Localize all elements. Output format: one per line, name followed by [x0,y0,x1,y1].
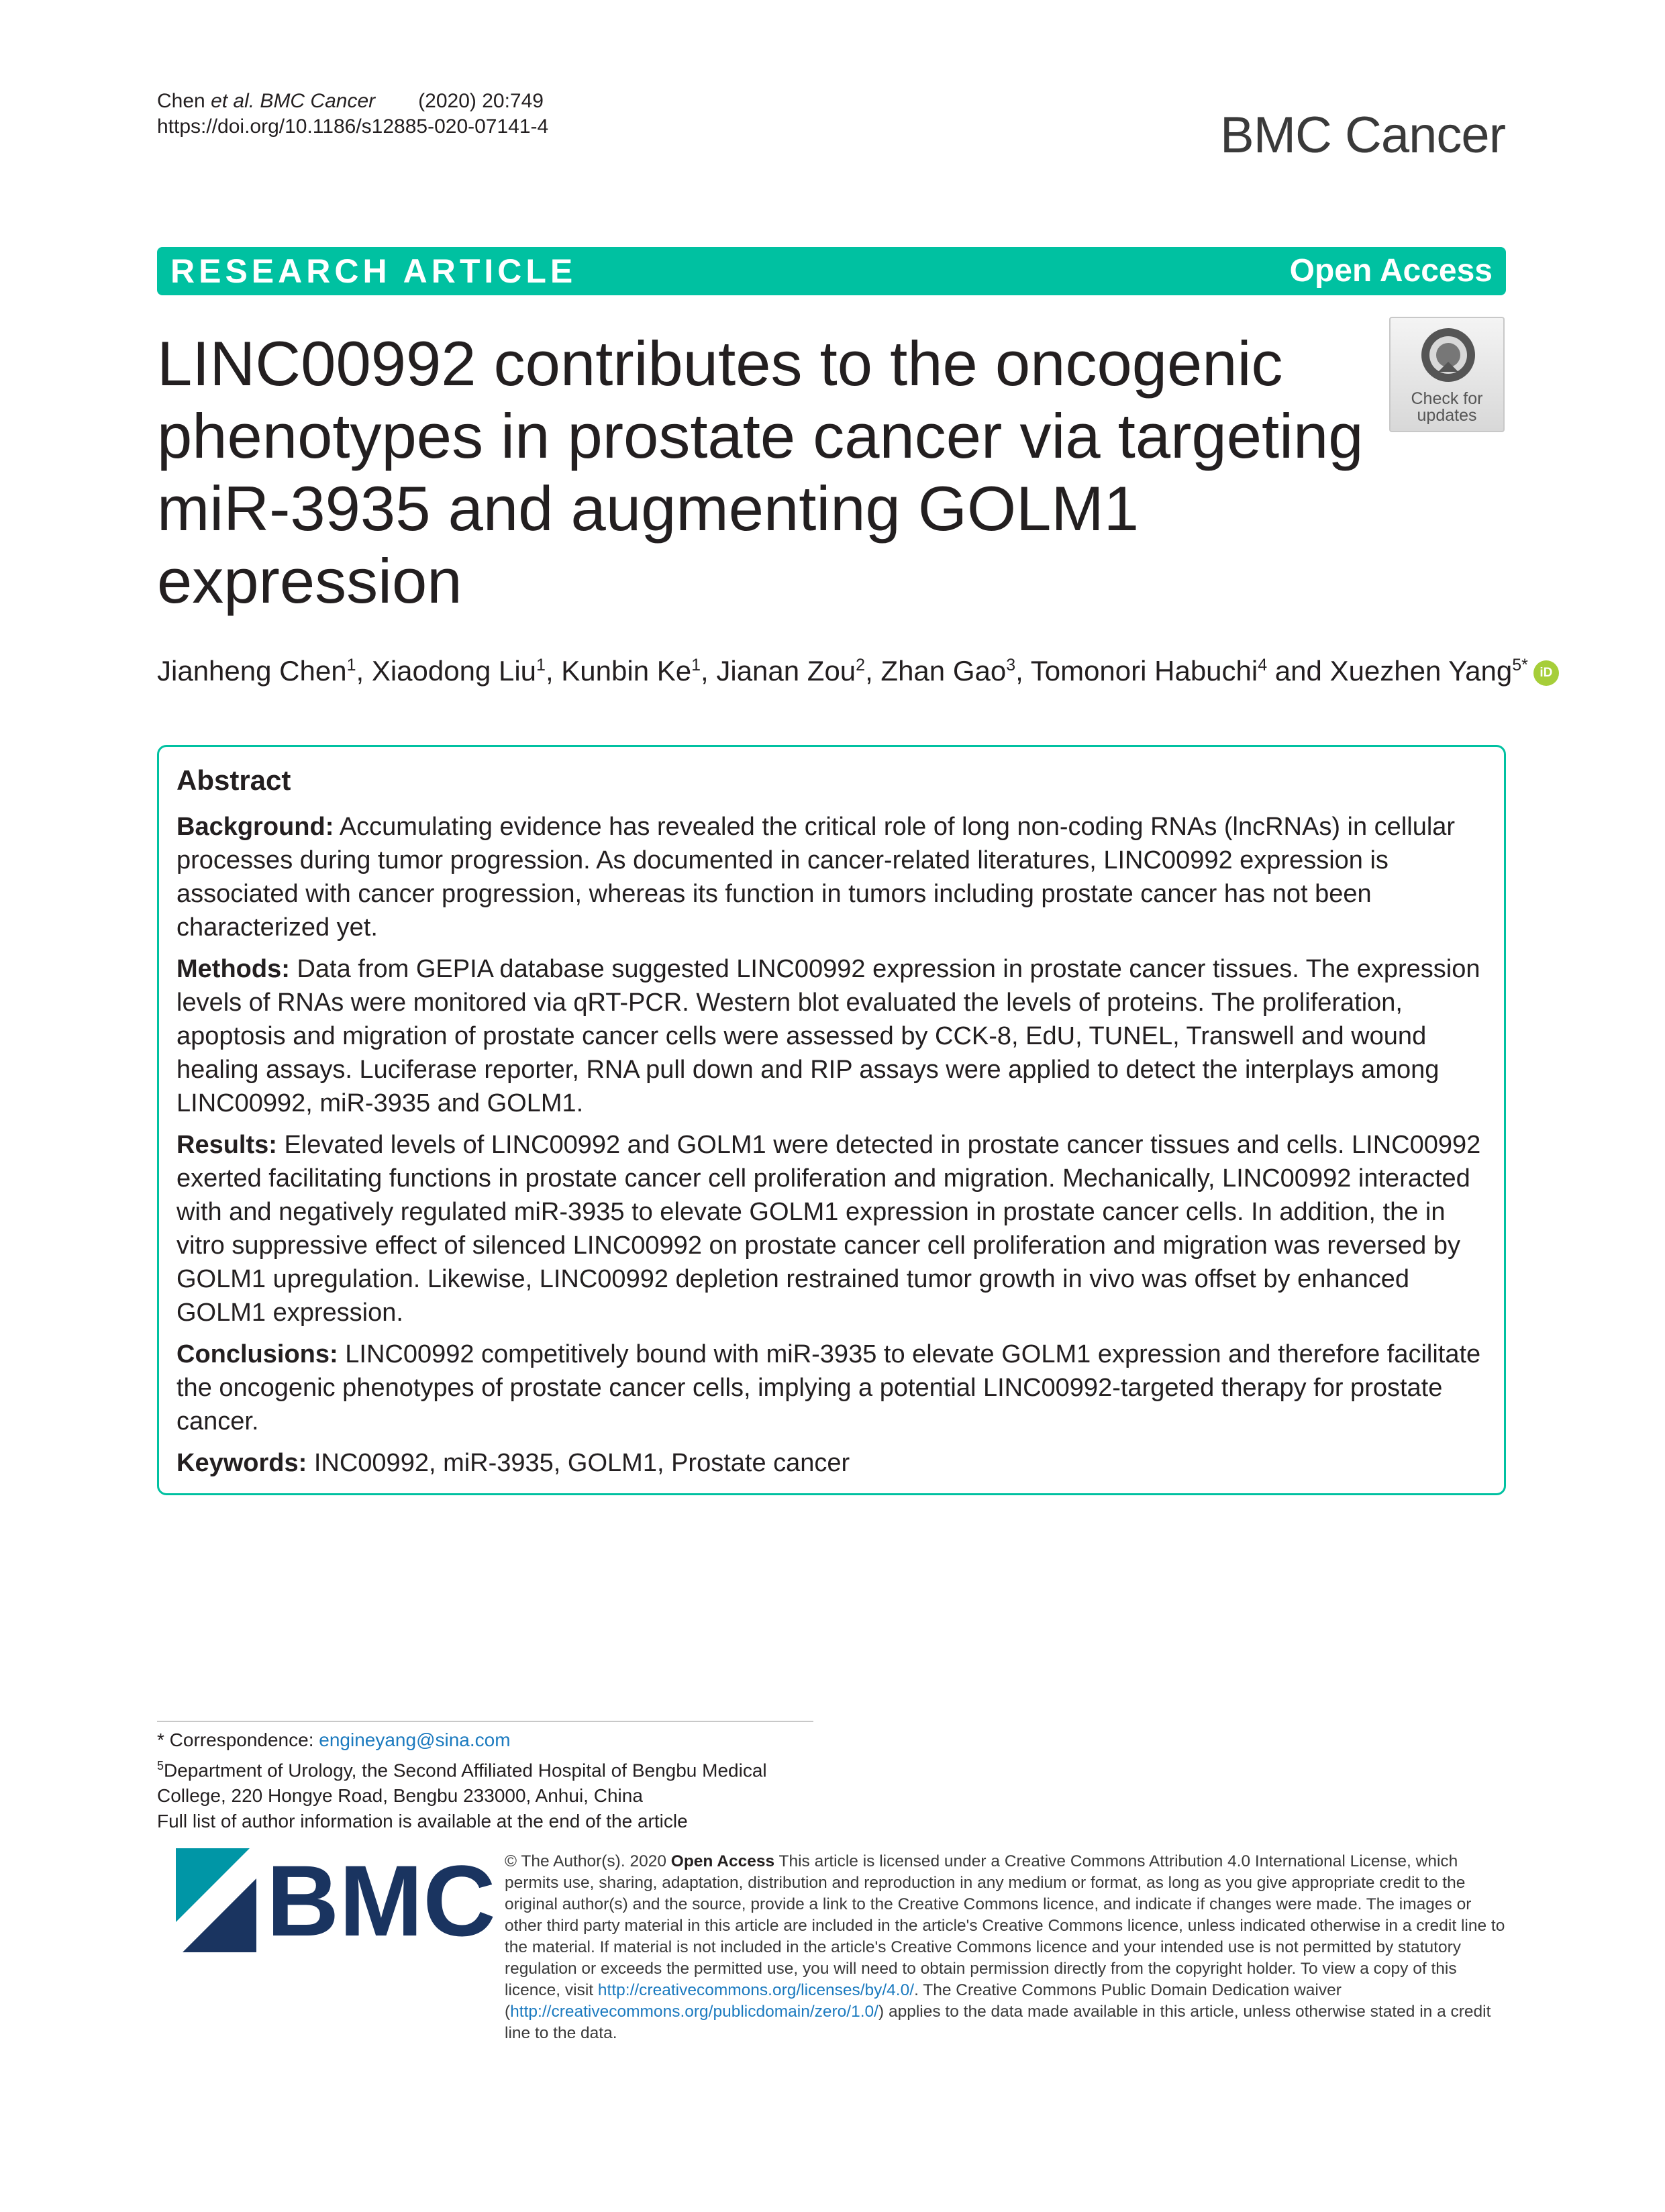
abstract-results [176,1128,1488,1329]
author-name: Xuezhen Yang [1329,655,1513,687]
author-affiliation: 4 [1258,656,1268,674]
author-short: Chen [157,90,211,112]
bmc-logo-icon [176,1842,496,1957]
license-link-cc0[interactable]: http://creativecommons.org/publicdomain/zero/1.0/ [510,2003,878,2021]
journal-brand: BMC Cancer [1220,107,1505,164]
affiliation-number: 5 [157,1759,164,1772]
doi-link[interactable]: https://doi.org/10.1186/s12885-020-07141-4 [157,115,549,138]
journal-name: et al. BMC Cancer [211,90,376,112]
license-text-3: ) applies to the data made available in this article, unless otherwise stated in a credit line to the data. [505,2003,1491,2042]
orcid-icon[interactable]: iD [1533,660,1559,686]
year-volume: (2020) 20:749 [418,90,544,112]
correspondence-email[interactable]: engineyang@sina.com [319,1729,511,1750]
keywords-text: INC00992, miR-3935, GOLM1, Prostate cancer [313,1449,850,1477]
license-text-1: This article is licensed under a Creative Commons Attribution 4.0 International License, which permits use, sharing, adaptation, distribution and reproduction in any medium or format, as long as you give appropriate credit to the original author(s) and the source, provide a link to the Creative Commons licence, and indicate if changes were made. The images or other third party material in this article are included in the article's Creative Commons licence, unless indicated otherwise in a credit line to the material. If material is not included in the article's Creative Commons licence and your intended use is not permitted by statutory regulation or exceeds the permitted use, you will need to obtain permission directly from the copyright holder. To view a copy of this licence, visit [505,1852,1505,1999]
update-badge-icon [1418,325,1478,385]
author-name: Xiaodong Liu [371,655,537,687]
author-affiliation: 2 [856,656,866,674]
check-for-updates-label: Check for updates [1411,389,1483,425]
citation-header [157,89,548,140]
author-separator: , [1015,655,1031,687]
author-separator: , [865,655,881,687]
author-separator: and [1267,655,1330,687]
author-separator: , [701,655,717,687]
license-text-2: . The Creative Commons Public Domain Dedication waiver ( [505,1981,1342,2021]
abstract-heading: Abstract [176,764,291,796]
conclusions-label: Conclusions: [176,1340,338,1368]
bmc-publisher-logo [176,1842,496,1957]
open-access-label: Open Access [1289,253,1493,289]
article-title: LINC00992 contributes to the oncogenic phenotypes in prostate cancer via targeting miR-3935 and augmenting GOLM1 expression [157,328,1364,616]
correspondence-label: * Correspondence: [157,1729,319,1750]
author-affiliation: 3 [1006,656,1016,674]
citation-line [157,89,548,114]
background-label: Background: [176,813,334,841]
article-banner [157,247,1506,295]
license-link-cc-by[interactable]: http://creativecommons.org/licenses/by/4.0/ [597,1981,915,1999]
conclusions-text: LINC00992 competitively bound with miR-3935 to elevate GOLM1 expression and therefore facilitate the oncogenic phenotypes of prostate cancer cells, implying a potential LINC00992-targeted therapy for prostate cancer. [176,1340,1481,1436]
results-text: Elevated levels of LINC00992 and GOLM1 were detected in prostate cancer tissues and cells. LINC00992 exerted facilitating functions in prostate cancer cell proliferation and migration. Mechanically, LINC00992 interacted with and negatively regulated miR-3935 to elevate GOLM1 expression in prostate cancer cells. In addition, the in vitro suppressive effect of silenced LINC00992 on prostate cancer cell proliferation and migration was reversed by GOLM1 upregulation. Likewise, LINC00992 depletion restrained tumor growth in vivo was offset by enhanced GOLM1 expression. [176,1131,1481,1327]
abstract-background [176,810,1488,944]
author-affiliation: 1 [536,656,546,674]
license-statement [505,1851,1509,2044]
author-name: Tomonori Habuchi [1030,655,1258,687]
abstract-keywords [176,1446,1488,1480]
abstract-box [157,745,1506,1495]
methods-text: Data from GEPIA database suggested LINC00992 expression in prostate cancer tissues. The expression levels of RNAs were monitored via qRT-PCR. Western blot evaluated the levels of proteins. The proliferation, apoptosis and migration of prostate cancer cells were assessed by CCK-8, EdU, TUNEL, Transwell and wound healing assays. Luciferase reporter, RNA pull down and RIP assays were applied to detect the interplays among LINC00992, miR-3935 and GOLM1. [176,955,1480,1117]
results-label: Results: [176,1131,277,1159]
article-type: RESEARCH ARTICLE [170,252,577,290]
abstract-methods [176,952,1488,1120]
full-author-info-note: Full list of author information is available at the end of the article [157,1811,688,1832]
license-prefix: © The Author(s). 2020 [505,1852,671,1870]
correspondence-line [157,1727,828,1753]
author-separator: , [356,655,372,687]
affiliation-line [157,1753,828,1809]
author-affiliation: 5* [1512,656,1528,674]
logo-text: BMC [266,1844,496,1957]
author-list [157,646,1559,690]
author-name: Jianan Zou [716,655,856,687]
footnote-divider [157,1721,813,1722]
methods-label: Methods: [176,955,290,983]
keywords-label: Keywords: [176,1449,307,1477]
license-open-access: Open Access [670,1852,775,1870]
author-name: Kunbin Ke [561,655,692,687]
affiliation-text: Department of Urology, the Second Affiliated Hospital of Bengbu Medical College, 220 Hongye Road, Bengbu 233000, Anhui, China [157,1760,767,1807]
check-for-updates-button[interactable] [1389,317,1505,432]
author-name: Jianheng Chen [157,655,347,687]
author-separator: , [545,655,562,687]
author-affiliation: 1 [346,656,356,674]
background-text: Accumulating evidence has revealed the critical role of long non-coding RNAs (lncRNAs) in cellular processes during tumor progression. As documented in cancer-related literatures, LINC00992 expression is associated with cancer progression, whereas its function in tumors including prostate cancer has not been characterized yet. [176,813,1456,942]
abstract-conclusions [176,1338,1488,1438]
author-affiliation: 1 [691,656,701,674]
author-name: Zhan Gao [880,655,1007,687]
correspondence-footnote [157,1727,828,1834]
